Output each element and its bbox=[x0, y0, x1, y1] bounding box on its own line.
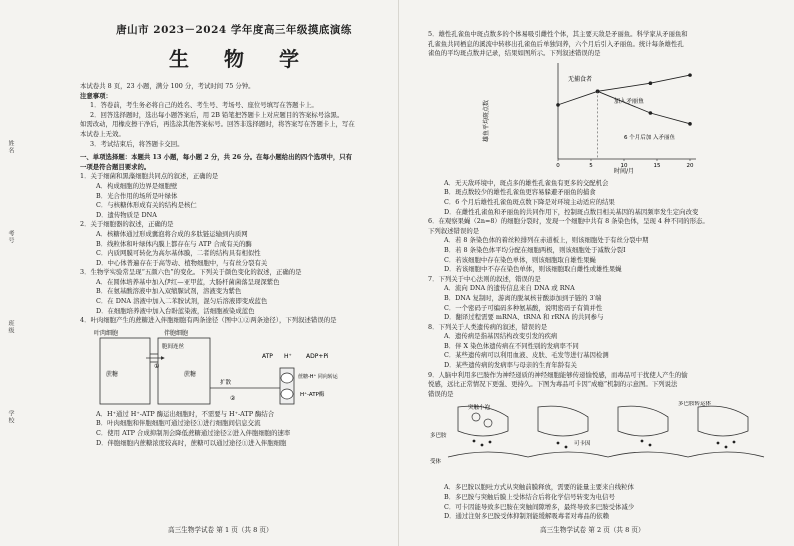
q3-option-b: B．在氨基酸溶液中加入双缩脲试剂，溶液变为紫色 bbox=[96, 287, 242, 296]
sucrose-transport-svg bbox=[80, 328, 388, 408]
mesophyll-label: 叶肉细胞 bbox=[94, 329, 119, 337]
q1-option-a: A．构成细胞的边界是细胞壁 bbox=[96, 181, 178, 190]
q1-option-d: D．遗传物质是 DNA bbox=[96, 210, 157, 219]
sucrose-transport-diagram bbox=[80, 328, 388, 408]
q4-option-d: D．伴胞细胞内蔗糖浓度较高时，蔗糖可以通过途径①进入伴胞细胞 bbox=[96, 438, 287, 447]
transporter-label: 多巴胺转运体 bbox=[678, 401, 712, 408]
annot-six-months: 6 个月后加 入矛丽鱼 bbox=[624, 134, 675, 141]
q6-option-d: D．若该细胞中不存在染色单体，则该细胞取自雌性或雄性果蝇 bbox=[444, 265, 622, 274]
q2-option-a: A．核糖体通过形成囊泡将合成的多肽链运输到内质网 bbox=[96, 229, 248, 238]
q8-option-d: D．某些遗传病的发病率与母亲的生育年龄有关 bbox=[444, 361, 577, 370]
q5-option-a: A．无天敌环境中，斑点多的雄性孔雀鱼有更多的交配机会 bbox=[444, 178, 609, 187]
chart-x-tick-label: 0 bbox=[556, 162, 560, 169]
section-heading-cont: 一项是符合题目要求的。 bbox=[80, 162, 151, 171]
q5-stem-1: 5．雄性孔雀鱼中斑点数多的个体易吸引雌性个体，其主要天敌是矛丽鱼。科学家从矛丽鱼和 bbox=[428, 30, 688, 38]
notice-title: 注意事项： bbox=[80, 91, 112, 100]
q5-stem-2: 孔雀鱼共同栖息的溪流中转移出孔雀鱼后单独饲养，六个月后引入矛丽鱼。统计每条雄性孔 bbox=[428, 39, 684, 48]
intro-text: 本试卷共 8 页，23 小题，满分 100 分，考试时间 75 分钟。 bbox=[80, 82, 255, 90]
q4-option-b: B．叶肉细胞和伴胞细胞可通过途径①进行细胞间信息交流 bbox=[96, 419, 261, 428]
q7-option-c: C．一个密码子可编码多种氨基酸，说明密码子有简并性 bbox=[444, 303, 603, 312]
q4-option-a: A．H⁺通过 H⁺-ATP 酶运出细胞时，不需要与 H⁺-ATP 酶结合 bbox=[96, 409, 275, 418]
atp-label: ATP bbox=[262, 352, 273, 360]
dopamine-molecule bbox=[565, 446, 568, 449]
dopamine-molecule bbox=[641, 440, 644, 443]
q8-stem: 8．下列关于人类遗传病的叙述，错误的是 bbox=[428, 322, 548, 331]
school-label: 学校 bbox=[7, 410, 14, 424]
q3-option-a: A．在圆体培养基中加入伊红—亚甲蓝，大肠杆菌菌落呈现深紫色 bbox=[96, 277, 280, 286]
dopamine-molecule bbox=[481, 444, 484, 447]
atpase-label: H⁺-ATP酶 bbox=[300, 391, 325, 398]
chart-x-tick-label: 20 bbox=[686, 162, 694, 169]
q7-stem: 7．下列关于中心法则的叙述，错误的是 bbox=[428, 274, 541, 283]
notice-1: 1．答卷前，考生务必将自己的姓名、考生号、考场号、座位号填写在答题卡上。 bbox=[90, 101, 318, 110]
q7-option-b: B．DNA 复制时，游离的脱氧核苷酸添加到子链的 3′端 bbox=[444, 293, 602, 302]
section-heading: 一、单项选择题：本题共 13 小题，每小题 2 分，共 26 分。在每小题给出的四个选项中，只有 bbox=[80, 153, 353, 162]
name-label: 姓名 bbox=[7, 140, 14, 154]
chart-point bbox=[649, 111, 653, 115]
q6-option-a: A．若 8 条染色体的着丝粒排列在赤道板上，则该细胞处于有丝分裂中期 bbox=[444, 236, 649, 245]
receptor-label: 受体 bbox=[430, 459, 442, 466]
examno-label: 考号 bbox=[7, 230, 14, 244]
plasmodesma-label: 胞间连丝 bbox=[162, 343, 185, 350]
annot-add-pike: 加入矛丽鱼 bbox=[614, 97, 645, 105]
dopamine-molecule bbox=[557, 442, 560, 445]
dopamine-molecule bbox=[733, 441, 736, 444]
page-divider bbox=[398, 0, 399, 546]
left-page-footer: 高三生物学试卷 第 1 页（共 8 页） bbox=[168, 526, 273, 534]
synapse-panel-3 bbox=[608, 407, 688, 458]
q2-option-c: C．内质网膜可转化为高尔基体膜，二者的结构具有相似性 bbox=[96, 249, 261, 258]
synapse-panel-2 bbox=[528, 407, 608, 458]
q7-option-d: D．翻译过程需要 mRNA、tRNA 和 rRNA 的共同参与 bbox=[444, 313, 604, 322]
notice-2-cont: 如需改动，用橡皮擦干净后，再选涂其他答案标号。回答非选择题时，将答案写在答题卡上，写在 bbox=[80, 120, 355, 129]
chart-ylabel: 雄鱼平均斑点数 bbox=[483, 99, 490, 142]
q9-option-a: A．多巴胺以胞吐方式从突触前膜释放，需要的能量主要来自线粒体 bbox=[444, 483, 634, 492]
q2-stem: 2．关于细胞器的叙述，正确的是 bbox=[80, 220, 174, 229]
q9-stem-3: 错误的是 bbox=[428, 389, 454, 398]
dopamine-molecule bbox=[717, 442, 720, 445]
cocaine-label: 可卡因 bbox=[574, 441, 591, 448]
q3-option-d: D．在细胞培养液中加入台盼蓝染液，活细胞被染成蓝色 bbox=[96, 306, 255, 315]
dopamine-molecule bbox=[489, 441, 492, 444]
q2-option-b: B．线粒体和叶绿体内膜上都存在与 ATP 合成有关的酶 bbox=[96, 239, 252, 248]
companion-label: 伴胞细胞 bbox=[164, 329, 189, 337]
synapse-panel-1 bbox=[448, 407, 528, 458]
dopamine-molecule bbox=[649, 444, 652, 447]
dopamine-label: 多巴胺 bbox=[430, 433, 447, 440]
route-2-label: ② bbox=[230, 394, 236, 402]
q6-stem-1: 6．在观察果蝇（2n=8）的细胞分裂时，发现一个细胞中共有 8 条染色体，呈现 4 种不同的形态。 bbox=[428, 217, 709, 226]
q3-stem: 3．生物学实验常呈现“五颜六色”的变化。下列关于颜色变化的叙述，正确的是 bbox=[80, 268, 302, 277]
left-page bbox=[80, 22, 388, 448]
notice-2: 2．回答选择题时，选出每小题答案后，用 2B 铅笔把答题卡上对应题目的答案标号涂黑。 bbox=[90, 110, 344, 119]
diffusion-label: 扩散 bbox=[220, 379, 232, 386]
q6-option-c: C．若该细胞中存在染色单体，则该细胞取自雄性果蝇 bbox=[444, 255, 596, 264]
q9-stem-1: 9．人脑中利用多巴胺作为神经递质的神经细胞能够传递愉悦感，而毒品可干扰使人产生的愉 bbox=[428, 370, 688, 379]
q2-option-d: D．中心体普遍存在于高等动、植物细胞中，与有丝分裂有关 bbox=[96, 258, 268, 267]
q9-option-b: B．多巴胺与突触后膜上受体结合后将化学信号转变为电信号 bbox=[444, 493, 615, 502]
cocaine-mechanism-svg bbox=[428, 401, 768, 479]
sucrose-label-right: 蔗糖 bbox=[184, 370, 197, 378]
chart-point bbox=[688, 122, 692, 126]
h-atpase bbox=[281, 389, 293, 399]
q9-stem-2: 悦感，远比正常情况下更强、更持久。下图为毒品可卡因“成瘾”机制的示意图。下列说法 bbox=[428, 380, 678, 389]
guppy-spots-chart bbox=[428, 59, 768, 175]
hplus-label: H⁺ bbox=[284, 352, 292, 360]
notice-3: 3．考试结束后，将答题卡交回。 bbox=[90, 139, 184, 148]
q5-option-b: B．斑点数较少的雄性孔雀鱼更容易躲避矛丽鱼的捕食 bbox=[444, 188, 596, 197]
vesicle-label: 突触小泡 bbox=[468, 405, 491, 412]
q4-stem: 4．叶肉细胞产生的蔗糖进入伴胞细胞有两条途径（图中①②两条途径），下列叙述错误的是 bbox=[80, 316, 337, 325]
q4-option-c: C．使用 ATP 合成抑制剂会降低蔗糖通过途径②进入伴胞细胞的速率 bbox=[96, 429, 291, 438]
q3-option-c: C．在 DNA 溶液中加入二苯胺试剂，混匀后溶液即变成蓝色 bbox=[96, 297, 268, 306]
chart-point bbox=[688, 73, 692, 77]
exam-title: 唐山市 2023－2024 学年度高三年级摸底演练 bbox=[116, 24, 352, 36]
q5-stem-3: 雀鱼的平均斑点数并记录，结果如图所示。下列叙述错误的是 bbox=[428, 49, 601, 58]
cocaine-mechanism-diagram bbox=[428, 401, 768, 479]
dopamine-molecule bbox=[473, 440, 476, 443]
q8-option-c: C．某些遗传病可以利用血液、皮肤、毛发等进行基因检测 bbox=[444, 351, 609, 360]
q6-stem-2: 下列叙述错误的是 bbox=[428, 226, 480, 235]
q1-stem: 1．关于细菌和黑藻细胞共同点的叙述，正确的是 bbox=[80, 172, 219, 181]
chart-xlabel: 时间/月 bbox=[613, 167, 635, 175]
dopamine-molecule bbox=[725, 446, 728, 449]
q5-option-d: D．在雌性孔雀鱼和矛丽鱼的共同作用下，控制斑点数目相关基因的基因频率发生定向改变 bbox=[444, 207, 699, 216]
chart-x-tick-label: 15 bbox=[653, 162, 661, 169]
q9-option-c: C．可卡因能导致多巴胺在突触间隙增多，最终导致多巴胺受体减少 bbox=[444, 502, 635, 511]
synapse-panel-4 bbox=[688, 407, 764, 458]
chart-series-line-1 bbox=[598, 91, 690, 123]
transporter-label: 蔗糖-H⁺ 同向转运 bbox=[298, 373, 338, 380]
annot-no-predator: 无捕食者 bbox=[568, 75, 593, 83]
q9-option-d: D．通过注射多巴胺受体抑制剂能缓解吸毒者对毒品的依赖 bbox=[444, 512, 609, 521]
adp-label: ADP+Pi bbox=[306, 352, 329, 360]
q1-option-c: C．与核糖体形成有关的结构是核仁 bbox=[96, 201, 197, 210]
chart-point bbox=[649, 81, 653, 85]
q7-option-a: A．流向 DNA 的遗传信息来自 DNA 或 RNA bbox=[444, 284, 575, 293]
q6-option-b: B．若 8 条染色体平均分配在细胞两极，则该细胞处于减数分裂Ⅰ bbox=[444, 245, 626, 254]
right-page bbox=[428, 30, 768, 522]
exam-subject: 生 物 学 bbox=[169, 47, 313, 71]
class-label: 班级 bbox=[7, 320, 14, 334]
binding-margin bbox=[2, 0, 24, 546]
q8-option-a: A．遗传病是指基因结构改变引发的疾病 bbox=[444, 332, 558, 341]
q5-option-c: C．6 个月后雄性孔雀鱼斑点数下降是对环境主动适应的结果 bbox=[444, 197, 615, 206]
chart-point bbox=[556, 103, 560, 107]
q8-option-b: B．伴 X 染色体遗传病在不同性别的发病率不同 bbox=[444, 341, 579, 350]
sucrose-h-symporter bbox=[281, 373, 293, 383]
notice-2-cont2: 本试卷上无效。 bbox=[80, 129, 125, 138]
chart-x-tick-label: 5 bbox=[589, 162, 593, 169]
route-1-label: ① bbox=[154, 362, 160, 370]
right-page-footer: 高三生物学试卷 第 2 页（共 8 页） bbox=[540, 526, 645, 534]
chart-svg bbox=[428, 59, 768, 175]
chart-x-tick-label: 10 bbox=[620, 162, 628, 169]
sucrose-label-left: 蔗糖 bbox=[106, 370, 119, 378]
q1-option-b: B．光合作用的场所是叶绿体 bbox=[96, 191, 178, 200]
